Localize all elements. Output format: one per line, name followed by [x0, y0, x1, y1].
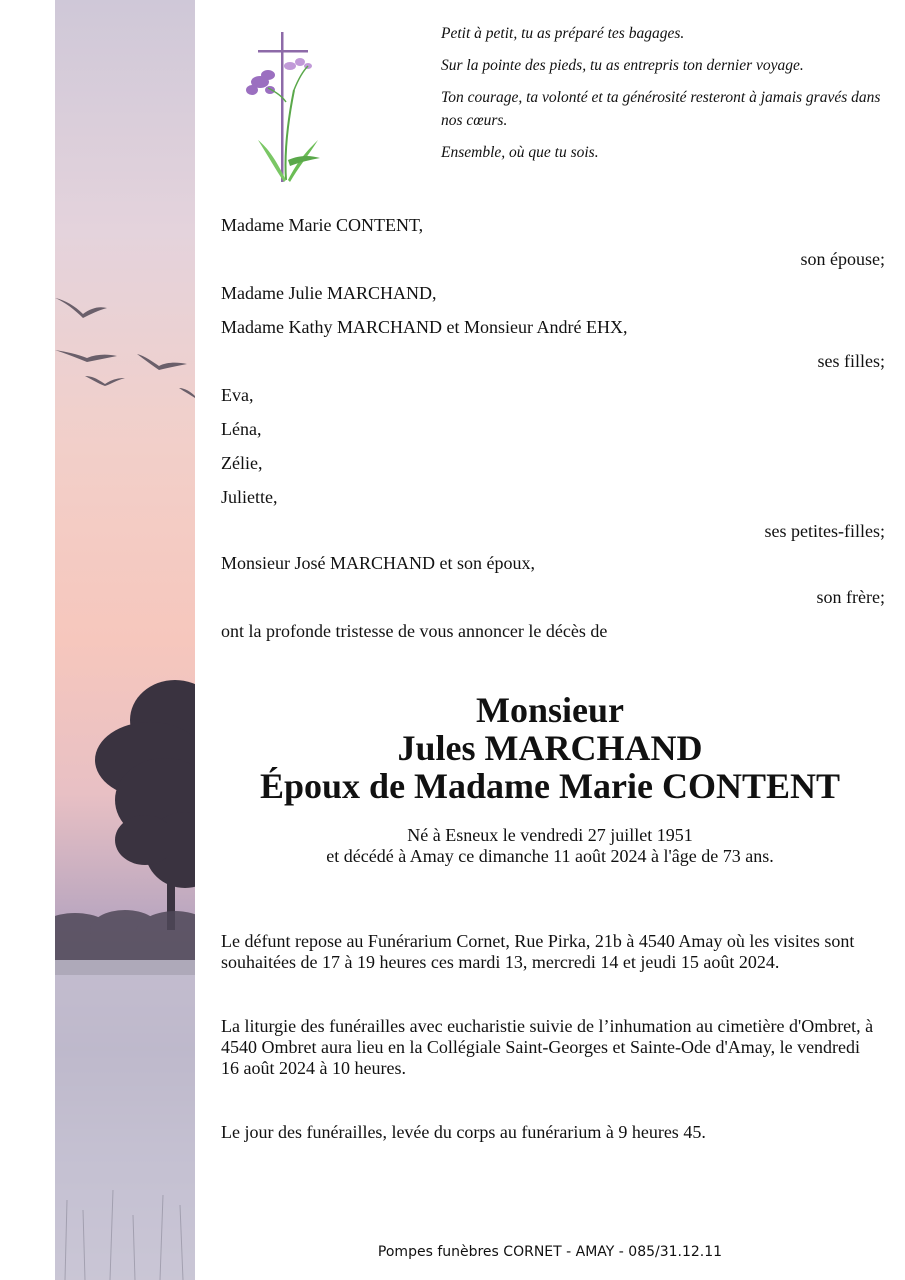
poem [441, 22, 886, 173]
poem-line: Petit à petit, tu as préparé tes bagages. [441, 25, 685, 42]
liturgy-info: La liturgie des funérailles avec eucharistie suivie de l’inhumation au cimetière d'Ombret, à 4540 Ombret aura lieu en la Collégiale Saint-Georges et Sainte-Ode d'Amay, le vendredi 16 août 2024 à 10 heures. [221, 1016, 874, 1078]
brother-name: Monsieur José MARCHAND et son époux, [221, 553, 535, 573]
poem-line: Ton courage, ta volonté et ta générosité resteront à jamais gravés dans nos cœurs. [441, 89, 881, 129]
wife-role: son épouse; [800, 249, 885, 269]
death-info: et décédé à Amay ce dimanche 11 août 2024 à l'âge de 73 ans. [326, 846, 774, 866]
deceased-title: Monsieur [476, 690, 624, 730]
visitation-info: Le défunt repose au Funérarium Cornet, Rue Pirka, 21b à 4540 Amay où les visites sont souhaitées de 17 à 19 heures ces mardi 13, mercredi 14 et jeudi 15 août 2024. [221, 931, 855, 972]
birth-info: Né à Esneux le vendredi 27 juillet 1951 [407, 825, 693, 845]
deceased-name: Jules MARCHAND [397, 728, 703, 768]
deceased-spouse: Époux de Madame Marie CONTENT [260, 766, 840, 806]
brother-role: son frère; [816, 587, 885, 607]
granddaughter-name: Léna, [221, 419, 262, 439]
cross-with-flower-icon [238, 30, 328, 190]
birds [55, 298, 195, 398]
daughter-name: Madame Julie MARCHAND, [221, 283, 437, 303]
granddaughter-name: Eva, [221, 385, 254, 405]
tree-silhouette [95, 680, 195, 930]
granddaughters-role: ses petites-filles; [764, 521, 885, 541]
mist [55, 960, 195, 1280]
granddaughter-name: Zélie, [221, 453, 263, 473]
daughter-name: Madame Kathy MARCHAND et Monsieur André EHX, [221, 317, 628, 337]
levee-info: Le jour des funérailles, levée du corps au funérarium à 9 heures 45. [221, 1122, 706, 1142]
funeral-home-footer: Pompes funèbres CORNET - AMAY - 085/31.12.11 [377, 1244, 723, 1260]
landscape-illustration [55, 0, 195, 1280]
poem-line: Ensemble, où que tu sois. [441, 144, 599, 161]
poem-line: Sur la pointe des pieds, tu as entrepris ton dernier voyage. [441, 57, 804, 74]
decorative-side-band [55, 0, 195, 1280]
announcement-text: ont la profonde tristesse de vous annoncer le décès de [221, 621, 608, 641]
daughters-role: ses filles; [817, 351, 885, 371]
wife-name: Madame Marie CONTENT, [221, 215, 424, 235]
granddaughter-name: Juliette, [221, 487, 278, 507]
